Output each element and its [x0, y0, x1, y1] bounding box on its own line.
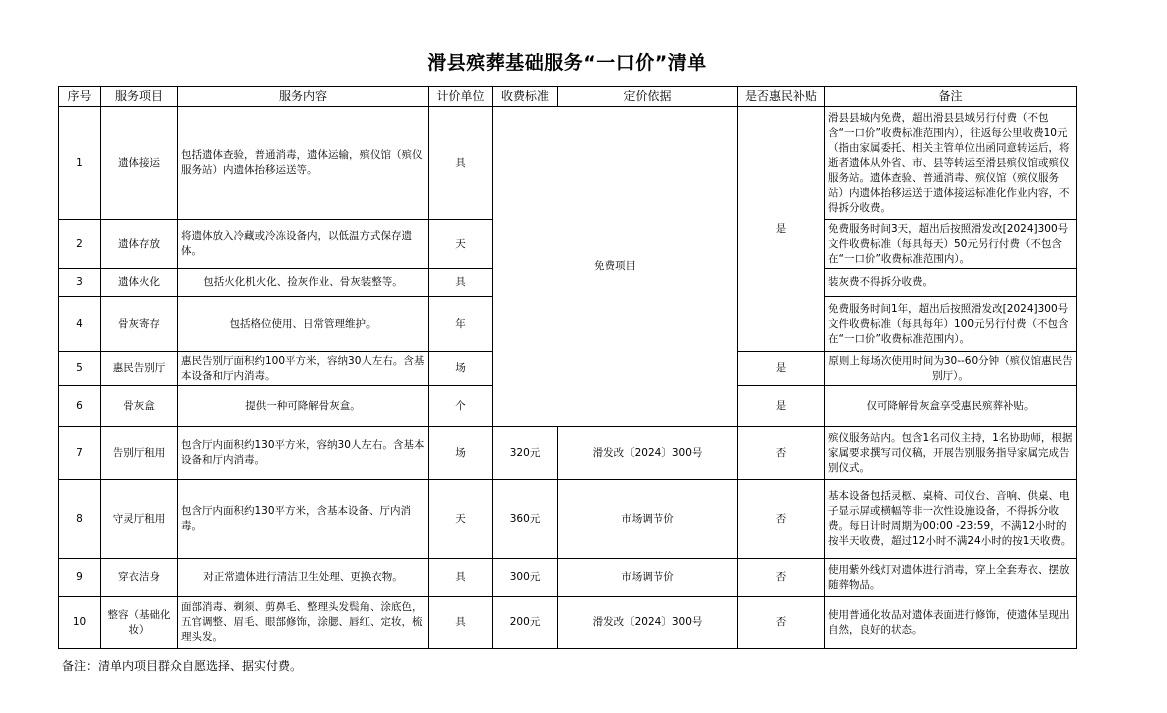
header-cell: 序号 — [59, 87, 101, 107]
table-row — [59, 107, 1077, 220]
service-item: 告别厅租用 — [101, 427, 178, 480]
table-row — [59, 559, 1077, 597]
service-content: 包括格位使用、日常管理维护。 — [178, 297, 429, 352]
pricing-unit: 个 — [429, 386, 493, 427]
service-content: 惠民告别厅面积约100平方米，容纳30人左右。含基本设备和厅内消毒。 — [178, 352, 429, 386]
subsidy-flag: 否 — [738, 480, 825, 559]
header-cell: 服务内容 — [178, 87, 429, 107]
service-item: 遗体存放 — [101, 220, 178, 269]
row-number: 7 — [59, 427, 101, 480]
service-item: 穿衣洁身 — [101, 559, 178, 597]
service-item: 骨灰盒 — [101, 386, 178, 427]
service-content: 对正常遗体进行清洁卫生处理、更换衣物。 — [178, 559, 429, 597]
row-number: 3 — [59, 269, 101, 297]
pricing-unit: 具 — [429, 107, 493, 220]
table-row — [59, 480, 1077, 559]
pricing-unit: 具 — [429, 597, 493, 649]
header-cell: 收费标准 — [493, 87, 558, 107]
pricing-basis: 市场调节价 — [558, 480, 738, 559]
service-item: 骨灰寄存 — [101, 297, 178, 352]
remark: 仅可降解骨灰盒享受惠民殡葬补贴。 — [825, 386, 1077, 427]
price-list-table — [58, 86, 1077, 649]
header-cell: 服务项目 — [101, 87, 178, 107]
footnote: 备注：清单内项目群众自愿选择、据实付费。 — [62, 659, 303, 673]
service-item: 惠民告别厅 — [101, 352, 178, 386]
service-item: 遗体接运 — [101, 107, 178, 220]
pricing-unit: 天 — [429, 480, 493, 559]
pricing-unit: 天 — [429, 220, 493, 269]
row-number: 10 — [59, 597, 101, 649]
row-number: 2 — [59, 220, 101, 269]
subsidy-group-cell: 是 — [738, 107, 825, 352]
pricing-unit: 具 — [429, 269, 493, 297]
service-item: 守灵厅租用 — [101, 480, 178, 559]
free-items-cell: 免费项目 — [493, 107, 738, 427]
remark: 免费服务时间1年，超出后按照滑发改[2024]300号文件收费标准（每具每年）100元另行付费（不包含在“一口价”收费标准范围内）。 — [825, 297, 1077, 352]
header-cell: 计价单位 — [429, 87, 493, 107]
fee-standard: 300元 — [493, 559, 558, 597]
row-number: 4 — [59, 297, 101, 352]
remark: 殡仪服务站内。包含1名司仪主持，1名协助师，根据家属要求撰写司仪稿，开展告别服务指导家属完成告别仪式。 — [825, 427, 1077, 480]
remark: 使用普通化妆品对遗体表面进行修饰，使遗体呈现出自然，良好的状态。 — [825, 597, 1077, 649]
page-title: 滑县殡葬基础服务“一口价”清单 — [427, 52, 707, 74]
pricing-unit: 年 — [429, 297, 493, 352]
service-content: 包含厅内面积约130平方米，含基本设备、厅内消毒。 — [178, 480, 429, 559]
service-item: 遗体火化 — [101, 269, 178, 297]
remark: 装灰费不得拆分收费。 — [825, 269, 1077, 297]
header-cell: 备注 — [825, 87, 1077, 107]
header-cell: 定价依据 — [558, 87, 738, 107]
service-content: 将遗体放入冷藏或冷冻设备内，以低温方式保存遗体。 — [178, 220, 429, 269]
service-content: 包括火化机火化、捡灰作业、骨灰装整等。 — [178, 269, 429, 297]
subsidy-flag: 是 — [738, 352, 825, 386]
remark: 使用紫外线灯对遗体进行消毒，穿上全套寿衣、摆放随葬物品。 — [825, 559, 1077, 597]
header-row — [59, 87, 1077, 107]
service-content: 包含厅内面积约130平方米，容纳30人左右。含基本设备和厅内消毒。 — [178, 427, 429, 480]
remark: 基本设备包括灵柩、桌椅、司仪台、音响、供桌、电子显示屏或横幅等非一次性设施设备，不得拆分收费。每日计时周期为00:00 -23:59，不满12小时的按半天收费，超过12小时不满24小时的按1天收费。 — [825, 480, 1077, 559]
fee-standard: 320元 — [493, 427, 558, 480]
service-content: 面部消毒、剃须、剪鼻毛、整理头发鬓角、涂底色，五官调整、眉毛、眼部修饰，涂腮、唇红、定妆，梳理头发。 — [178, 597, 429, 649]
service-content: 提供一种可降解骨灰盒。 — [178, 386, 429, 427]
table-row — [59, 427, 1077, 480]
row-number: 9 — [59, 559, 101, 597]
row-number: 1 — [59, 107, 101, 220]
header-cell: 是否惠民补贴 — [738, 87, 825, 107]
subsidy-flag: 否 — [738, 597, 825, 649]
row-number: 8 — [59, 480, 101, 559]
row-number: 5 — [59, 352, 101, 386]
service-item: 整容（基础化妆） — [101, 597, 178, 649]
remark: 免费服务时间3天，超出后按照滑发改[2024]300号文件收费标准（每具每天）50元另行付费（不包含在“一口价”收费标准范围内）。 — [825, 220, 1077, 269]
pricing-unit: 具 — [429, 559, 493, 597]
pricing-unit: 场 — [429, 427, 493, 480]
pricing-basis: 滑发改〔2024〕300号 — [558, 427, 738, 480]
fee-standard: 360元 — [493, 480, 558, 559]
fee-standard: 200元 — [493, 597, 558, 649]
subsidy-flag: 否 — [738, 559, 825, 597]
pricing-basis: 滑发改〔2024〕300号 — [558, 597, 738, 649]
table-row — [59, 597, 1077, 649]
service-content: 包括遗体查验，普通消毒，遗体运输，殡仪馆（殡仪服务站）内遗体抬移运送等。 — [178, 107, 429, 220]
remark: 滑县县城内免费，超出滑县县域另行付费（不包含“一口价”收费标准范围内），往返每公里收费10元（指由家属委托、相关主管单位出函同意转运后，将逝者遗体从外省、市、县等转运至滑县殡仪馆或殡仪服务站。遗体查验、普通消毒、殡仪馆（殡仪服务站）内遗体抬移运送于遗体接运标准化作业内容，不得拆分收费。 — [825, 107, 1077, 220]
pricing-unit: 场 — [429, 352, 493, 386]
remark: 原则上每场次使用时间为30--60分钟（殡仪馆惠民告别厅）。 — [825, 352, 1077, 386]
subsidy-flag: 是 — [738, 386, 825, 427]
pricing-basis: 市场调节价 — [558, 559, 738, 597]
row-number: 6 — [59, 386, 101, 427]
subsidy-flag: 否 — [738, 427, 825, 480]
